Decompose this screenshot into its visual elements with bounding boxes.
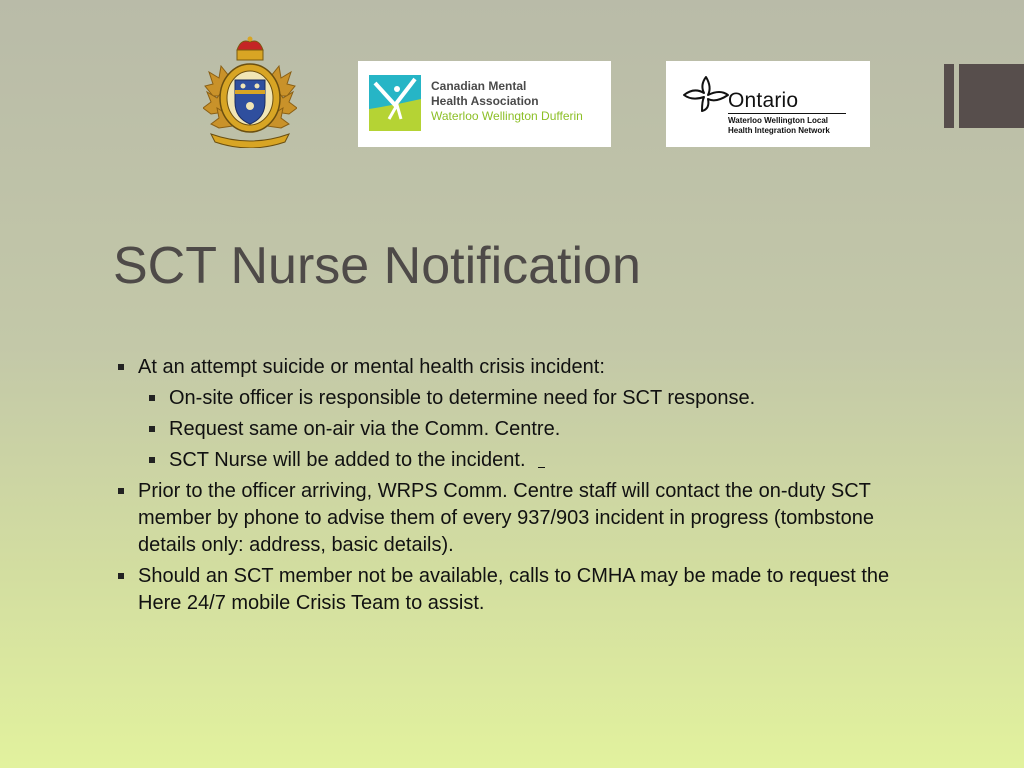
decorative-bar (959, 64, 1024, 128)
bullet-text: SCT Nurse will be added to the incident. (169, 449, 526, 471)
ontario-lhin-logo (666, 61, 870, 147)
cmha-logo (358, 61, 611, 147)
bullet-item (118, 563, 898, 617)
police-crest-icon (203, 36, 297, 148)
cmha-wordmark (431, 79, 583, 124)
cmha-line-3: Waterloo Wellington Dufferin (431, 109, 583, 123)
bullet-text: Prior to the officer arriving, WRPS Comm. Centre staff will contact the on-duty SCT member by phone to advise them of every 937/903 incident in progress (tombstone details only: address, basic details). (138, 480, 874, 556)
lhin-subtitle (728, 116, 830, 136)
bullet-square-icon (118, 364, 124, 370)
bullet-square-icon (149, 426, 155, 432)
bullet-text: On-site officer is responsible to determine need for SCT response. (169, 387, 756, 409)
bullet-item (118, 478, 898, 559)
bullet-square-icon (118, 573, 124, 579)
bullet-item (118, 354, 898, 381)
slide-title: SCT Nurse Notification (113, 237, 641, 295)
trailing-underline (538, 467, 545, 468)
bullet-text: At an attempt suicide or mental health crisis incident: (138, 356, 605, 378)
ontario-rule (728, 113, 846, 114)
lhin-sub-1: Waterloo Wellington Local (728, 116, 828, 125)
bullet-square-icon (118, 488, 124, 494)
bullet-text: Should an SCT member not be available, calls to CMHA may be made to request the Here 24/7 mobile Crisis Team to assist. (138, 565, 890, 614)
cmha-line-1: Canadian Mental (431, 79, 527, 93)
sub-bullet-item (149, 447, 898, 474)
bullet-text: Request same on-air via the Comm. Centre. (169, 418, 561, 440)
ontario-wordmark: Ontario (728, 89, 799, 112)
sub-bullet-item (149, 385, 898, 412)
cmha-line-2: Health Association (431, 94, 539, 108)
bullet-square-icon (149, 457, 155, 463)
decorative-bar (944, 64, 954, 128)
sub-bullet-item (149, 416, 898, 443)
trillium-icon (682, 73, 730, 113)
lhin-sub-2: Health Integration Network (728, 126, 830, 135)
cmha-figure-icon (369, 75, 421, 131)
bullet-square-icon (149, 395, 155, 401)
bullet-list (118, 354, 898, 621)
